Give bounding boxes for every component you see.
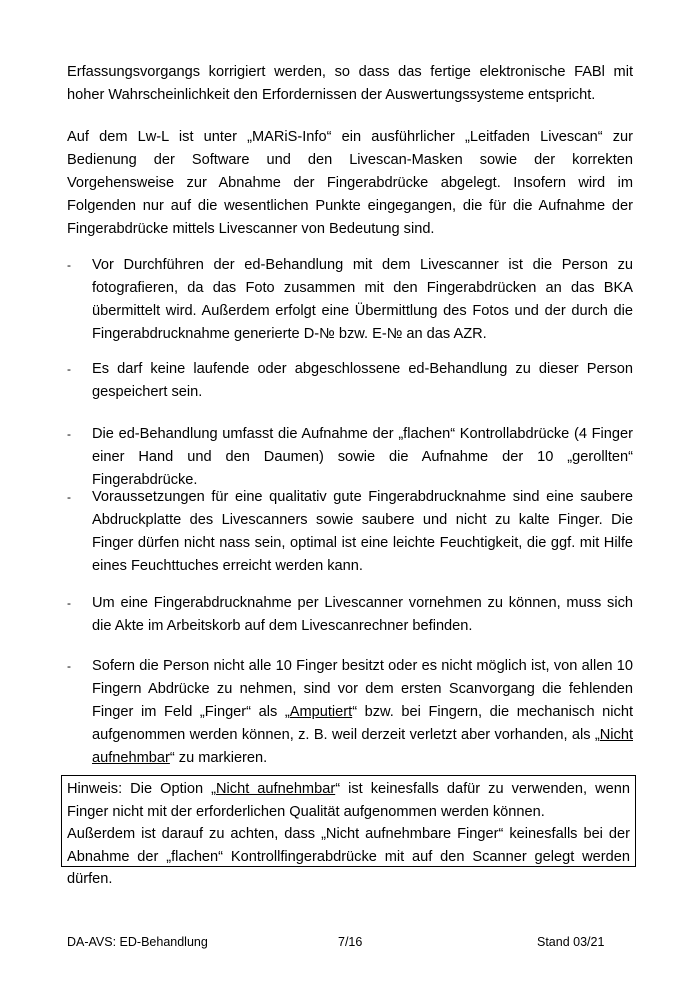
list-item [67,592,633,638]
list-item-text [92,655,633,770]
list-item-text: Es darf keine laufende oder abgeschlossene ed-Behandlung zu dieser Person gespeichert sein. [92,361,633,400]
bullet-marker: - [67,490,71,504]
list-item-text: Voraussetzungen für eine qualitativ gute Fingerabdrucknahme sind eine saubere Abdruckplatte des Livescanners sowie saubere und nicht zu kalte Finger. Die Finger dürfen nicht nass sein, optimal ist eine leichte Feuchtigkeit, die ggf. mit Hilfe eines Feuchttuches erreicht werden kann. [92,489,633,574]
hinweis-box [61,775,636,887]
footer-doc-title: DA-AVS: ED-Behandlung [67,935,208,949]
text-segment: “ ist keinesfalls dafür zu verwenden, wenn Finger nicht mit der erforderlichen Qualität aufgenommen werden können. [67,781,630,820]
text-segment: “ zu markieren. [169,750,268,766]
footer-page-number: 7/16 [338,935,363,949]
list-item-text: Um eine Fingerabdrucknahme per Livescanner vornehmen zu können, muss sich die Akte im Arbeitskorb auf dem Livescanrechner befinden. [92,595,633,634]
footer-version: Stand 03/21 [537,935,605,949]
bullet-marker: - [67,596,71,610]
bullet-marker: - [67,659,71,673]
list-item [67,423,633,492]
hinweis-text-2: Außerdem ist darauf zu achten, dass „Nicht aufnehmbare Finger“ keinesfalls bei der Abnahme der „flachen“ Kontrollfingerabdrücke mit auf den Scanner gelegt werden dürfen. [67,826,630,887]
list-item-text: Vor Durchführen der ed-Behandlung mit dem Livescanner ist die Person zu fotografieren, da das Foto zusammen mit den Fingerabdrücken an das BKA übermittelt wird. Außerdem erfolgt eine Übermittlung des Fotos und der durch die Fingerabdrucknahme generierte D-№ bzw. E-№ an das AZR. [92,257,633,342]
list-item [67,486,633,578]
list-item [67,254,633,346]
text-segment: Sofern die Person nicht alle 10 Finger besitzt oder es nicht möglich ist, von allen 10 Fingern Abdrücke zu nehmen, sind vor dem ersten Scanvorgang die fehlenden Finger im Feld „Finger“ als „ [92,658,633,720]
list-item [67,655,633,770]
list-item-text: Die ed-Behandlung umfasst die Aufnahme der „flachen“ Kontrollabdrücke (4 Finger einer Hand und den Daumen) sowie die Aufnahme der 10 „gerollten“ Fingerabdrücke. [92,426,633,488]
bullet-marker: - [67,258,71,272]
underlined-term-nicht-aufnehmbar: Nicht aufnehmbar [216,781,336,797]
hinweis-text [67,778,630,823]
text-segment: Hinweis: Die Option „ [67,781,217,797]
underlined-term-amputiert: Amputiert [289,704,353,720]
list-item [67,358,633,404]
underlined-term-nicht-aufnehmbar: Nicht aufnehmbar [92,727,633,766]
paragraph-intro: Erfassungsvorgangs korrigiert werden, so dass das fertige elektronische FABl mit hoher Wahrscheinlichkeit den Erfordernissen der Auswertungssysteme entspricht. [67,64,633,103]
text-segment: “ bzw. bei Fingern, die mechanisch nicht aufgenommen werden können, z. B. weil derzeit verletzt aber vorhanden, als „ [92,704,633,743]
bullet-marker: - [67,427,71,441]
bullet-marker: - [67,362,71,376]
paragraph-leitfaden: Auf dem Lw-L ist unter „MARiS-Info“ ein ausführlicher „Leitfaden Livescan“ zur Bedienung der Software und den Livescan-Masken sowie der korrekten Vorgehensweise zur Abnahme der Fingerabdrücke abgelegt. Insofern wird im Folgenden nur auf die wesentlichen Punkte eingegangen, die für die Aufnahme der Fingerabdrücke mittels Livescanner von Bedeutung sind. [67,129,633,237]
